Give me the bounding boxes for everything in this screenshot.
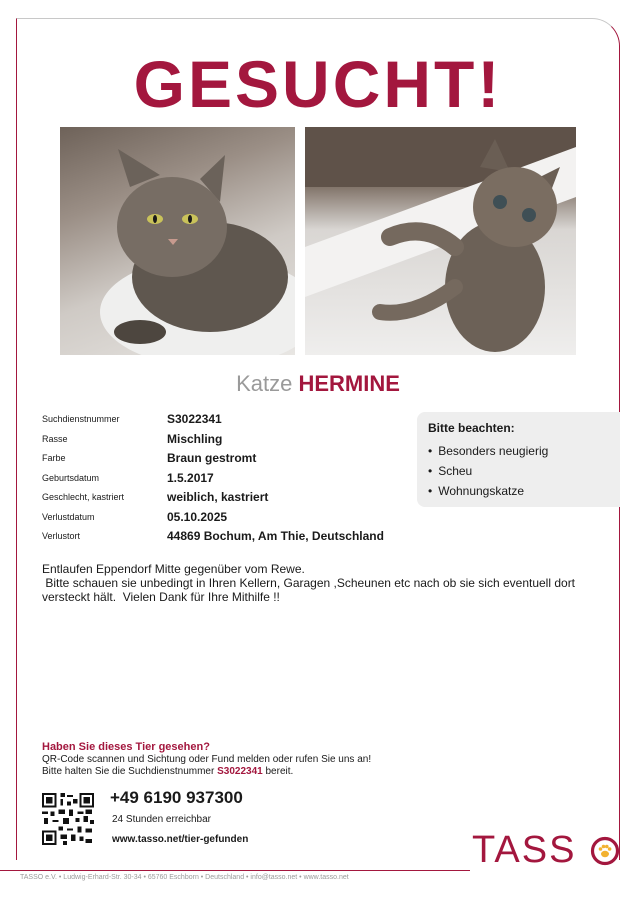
info-label: Farbe: [42, 453, 66, 463]
contact-url[interactable]: www.tasso.net/tier-gefunden: [112, 834, 249, 845]
notes-item: • Wohnungskatze: [428, 481, 548, 501]
notes-item: • Besonders neugierig: [428, 441, 548, 461]
notes-list: [428, 441, 548, 501]
seen-reference-line: [42, 766, 602, 778]
info-label: Suchdienstnummer: [42, 414, 120, 424]
seen-section: [42, 741, 602, 778]
info-value: Mischling: [167, 431, 223, 446]
contact-hours: 24 Stunden erreichbar: [112, 814, 211, 825]
footer-divider: [0, 870, 470, 871]
info-label: Verlustdatum: [42, 511, 95, 522]
search-number: S3022341: [217, 766, 263, 777]
footer-address: TASSO e.V. • Ludwig-Erhard-Str. 30-34 • 65760 Eschborn • Deutschland • info@tasso.net • www.tasso.net: [20, 874, 349, 881]
contact-phone[interactable]: +49 6190 937300: [110, 788, 243, 807]
species-label: Katze: [236, 371, 293, 396]
paw-logo-icon: [590, 836, 620, 866]
seen-title: Haben Sie dieses Tier gesehen?: [42, 741, 210, 753]
info-value: weiblich, kastriert: [167, 490, 269, 504]
notes-item: • Scheu: [428, 461, 548, 481]
cat-photo-1: [60, 127, 295, 355]
tasso-logo: TASS: [472, 829, 577, 871]
info-value: 1.5.2017: [167, 470, 214, 485]
info-value: 05.10.2025: [167, 509, 228, 524]
seen-reference-prefix: Bitte halten Sie die Suchdienstnummer: [42, 766, 215, 777]
info-value: 44869 Bochum, Am Thie, Deutschland: [167, 529, 384, 543]
seen-instructions: QR-Code scannen und Sichtung oder Fund melden oder rufen Sie uns an!: [42, 754, 372, 765]
description: Entlaufen Eppendorf Mitte gegenüber vom Rewe. Bitte schauen sie unbedingt in Ihren Kellern, Garagen ,Scheunen etc nach ob sie sich eventuell dort versteckt hält. Vielen Dank für Ihre Mithilfe !!: [42, 562, 576, 604]
qr-code-icon[interactable]: [42, 793, 94, 845]
info-label: Verlustort: [42, 531, 81, 541]
cat-photo-2: [305, 127, 576, 355]
info-value: S3022341: [167, 412, 222, 426]
info-value: Braun gestromt: [167, 451, 257, 465]
pet-name: HERMINE: [298, 371, 400, 396]
headline: GESUCHT!: [133, 47, 503, 121]
info-label: Geschlecht, kastriert: [42, 492, 125, 502]
pet-name-line: [0, 370, 636, 398]
seen-reference-suffix: bereit.: [265, 766, 294, 777]
notes-title: Bitte beachten:: [428, 421, 515, 435]
notes-box: [417, 412, 620, 507]
info-label: Rasse: [42, 433, 68, 444]
info-label: Geburtsdatum: [42, 472, 100, 483]
